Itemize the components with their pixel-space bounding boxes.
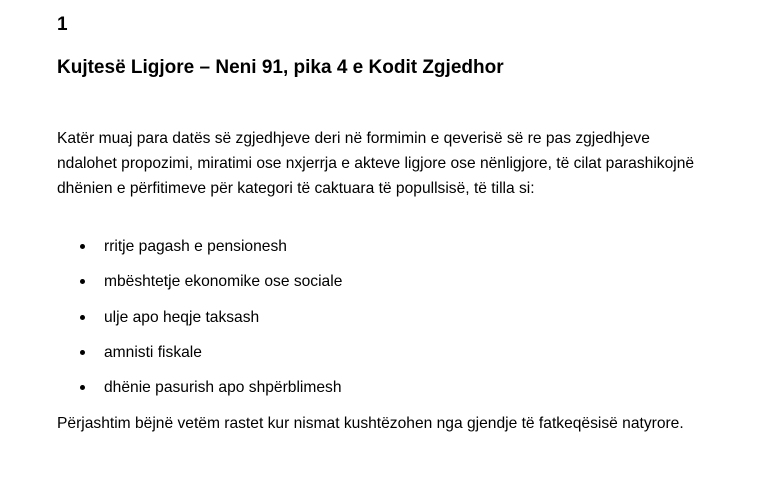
intro-paragraph: Katër muaj para datës së zgjedhjeve deri në formimin e qeverisë së re pas zgjedhjeve ndalohet propozimi, miratimi ose nxjerrja e akteve ligjore ose nënligjore, të cilat parashikojnë dhënien e përfitimeve për kategori të caktuara të popullsisë, të tilla si: [57, 130, 695, 197]
bullet-dot-icon [80, 315, 85, 320]
list-item [57, 269, 342, 304]
list-item-text: mbështetje ekonomike ose sociale [104, 273, 343, 291]
list-item [57, 375, 342, 410]
bullet-dot-icon [80, 279, 85, 284]
bullet-dot-icon [80, 244, 85, 249]
page-number: 1 [57, 14, 68, 35]
list-item-text: amnisti fiskale [104, 343, 202, 361]
bullet-dot-icon [80, 385, 85, 390]
bullet-dot-icon [80, 350, 85, 355]
list-item [57, 340, 342, 375]
list-item-text: dhënie pasurish apo shpërblimesh [104, 379, 342, 396]
document-heading: Kujtesë Ligjore – Neni 91, pika 4 e Kodit Zgjedhor [57, 57, 504, 78]
list-item [57, 234, 342, 269]
list-item-text: rritje pagash e pensionesh [104, 238, 287, 255]
list-item-text: ulje apo heqje taksash [104, 308, 260, 326]
closing-paragraph: Përjashtim bëjnë vetëm rastet kur nismat kushtëzohen nga gjendje të fatkeqësisë natyrore. [57, 415, 684, 432]
bullet-list [57, 234, 342, 410]
list-item [57, 305, 342, 340]
